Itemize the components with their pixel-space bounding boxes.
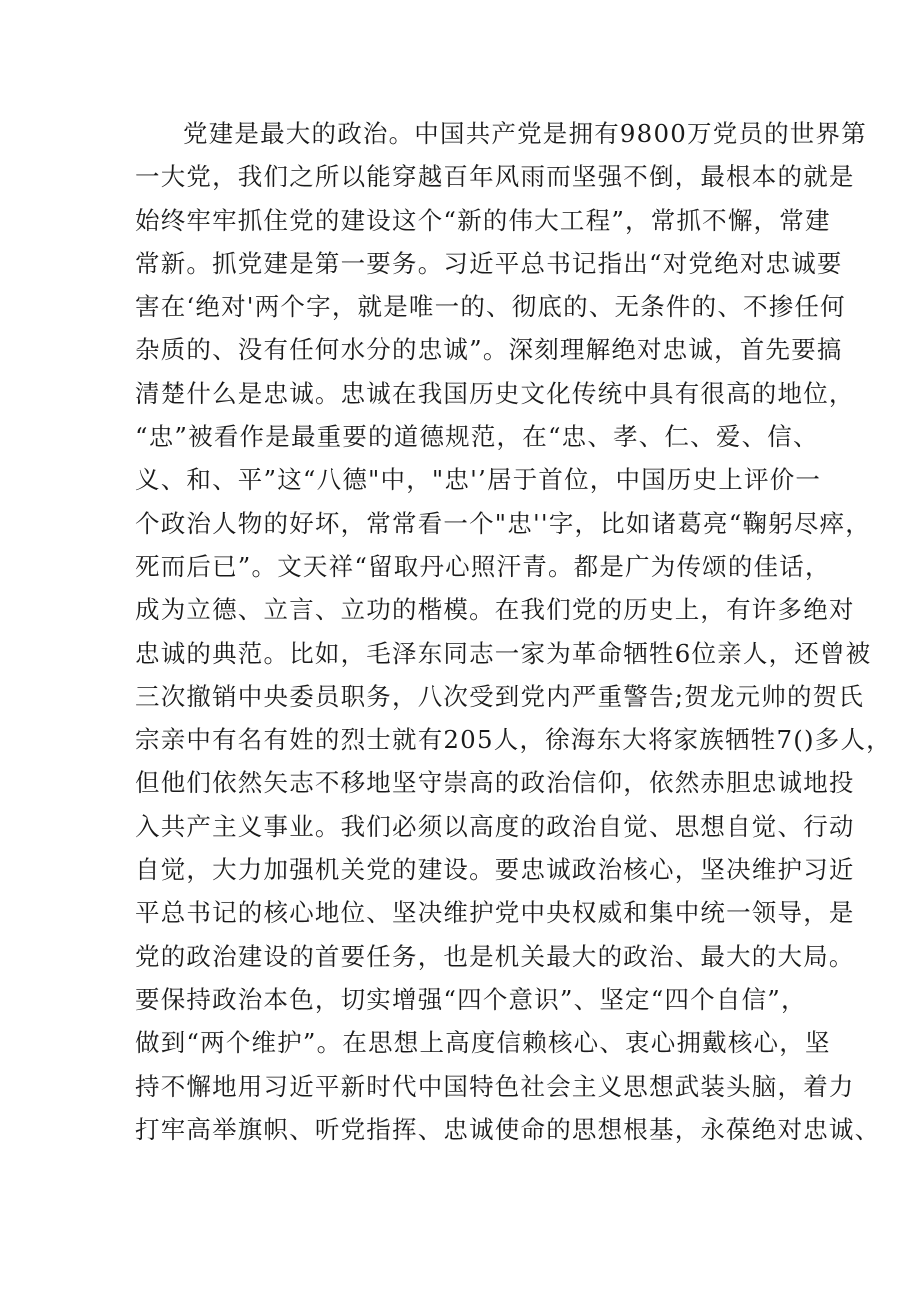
text-line: “忠”被看作是最重要的道德规范，在“忠、孝、仁、爱、信、 — [135, 422, 819, 452]
text-line: 做到“两个维护”。在思想上高度信赖核心、衷心拥戴核心，坚 — [135, 1028, 831, 1058]
text-line: 杂质的、没有任何水分的忠诚”。深刻理解绝对忠诚，首先要搞 — [135, 335, 843, 365]
text-line: 清楚什么是忠诚。忠诚在我国历史文化传统中具有很高的地位， — [135, 378, 855, 408]
text-line: 但他们依然矢志不移地坚守崇高的政治信仰，依然赤胆忠诚地投 — [135, 768, 855, 798]
text-line: 三次撤销中央委员职务，八次受到党内严重警告;贺龙元帅的贺氏 — [135, 681, 865, 711]
text-line: 常新。抓党建是第一要务。习近平总书记指出“对党绝对忠诚要 — [135, 248, 843, 278]
text-line: 死而后已”。文天祥“留取丹心照汗青。都是广为传颂的佳话， — [135, 551, 831, 581]
text-line: 个政治人物的好坏，常常看一个"忠''字，比如诸葛亮“鞠躬尽瘁， — [135, 508, 871, 538]
text-line: 党建是最大的政治。中国共产党是拥有9800万党员的世界第 — [183, 119, 867, 148]
text-line: 党的政治建设的首要任务，也是机关最大的政治、最大的大局。 — [135, 941, 855, 971]
text-line: 始终牢牢抓住党的建设这个“新的伟大工程”，常抓不懈，常建 — [135, 205, 831, 235]
body-paragraph — [135, 112, 892, 1151]
text-line: 一大党，我们之所以能穿越百年风雨而坚强不倒，最根本的就是 — [135, 162, 855, 192]
text-line: 宗亲中有名有姓的烈士就有205人，徐海东大将家族牺牲7()多人， — [135, 725, 892, 755]
text-line: 成为立德、立言、立功的楷模。在我们党的历史上，有许多绝对 — [135, 595, 855, 625]
text-line: 自觉，大力加强机关党的建设。要忠诚政治核心，坚决维护习近 — [135, 855, 855, 885]
text-line: 打牢高举旗帜、听党指挥、忠诚使命的思想根基，永葆绝对忠诚、 — [135, 1114, 881, 1144]
text-line: 入共产主义事业。我们必须以高度的政治自觉、思想自觉、行动 — [135, 811, 855, 841]
text-line: 持不懈地用习近平新时代中国特色社会主义思想武装头脑，着力 — [135, 1071, 855, 1101]
text-line: 平总书记的核心地位、坚决维护党中央权威和集中统一领导，是 — [135, 898, 855, 928]
text-line: 要保持政治本色，切实增强“四个意识”、坚定“四个自信”， — [135, 984, 807, 1014]
text-line: 忠诚的典范。比如，毛泽东同志一家为革命牺牲6位亲人，还曾被 — [135, 638, 872, 668]
text-line: 义、和、平”这“八德"中，"忠'’居于首位，中国历史上评价一 — [135, 465, 822, 495]
text-line: 害在‘绝对'两个字，就是唯一的、彻底的、无条件的、不掺任何 — [135, 292, 846, 322]
